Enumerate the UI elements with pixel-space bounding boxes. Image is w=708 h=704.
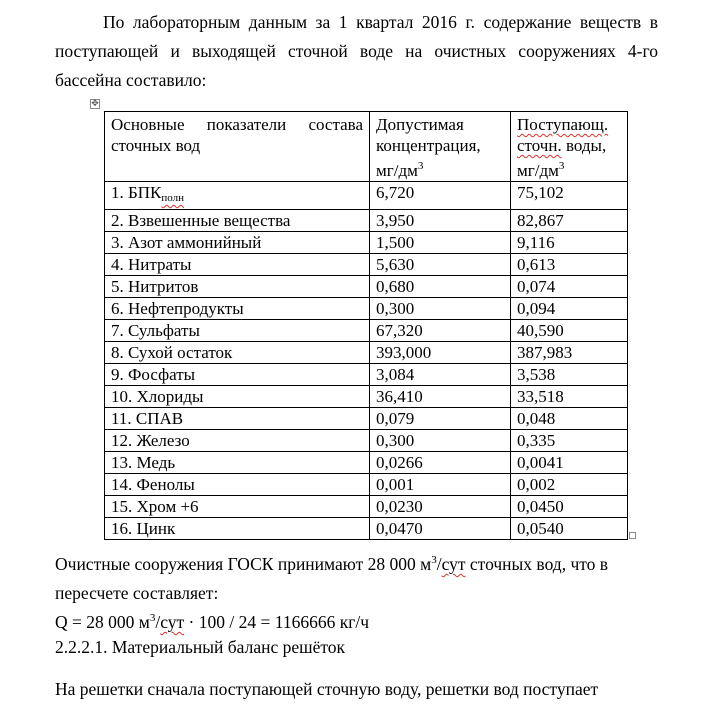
table-cell-incoming: 0,094 (511, 298, 628, 320)
table-cell-incoming: 0,0041 (511, 452, 628, 474)
intro-line-1: По лабораторным данным за 1 квартал 2016 г. содержание веществ в (103, 12, 658, 32)
table-cell-allowed: 0,0230 (370, 496, 511, 518)
table-row (105, 182, 628, 210)
table-cell-incoming: 82,867 (511, 210, 628, 232)
table-cell-allowed: 0,300 (370, 298, 511, 320)
formula-text-2: · 100 / 24 = 1166666 кг/ч (184, 612, 370, 632)
table-cell-label: 9. Фосфаты (105, 364, 370, 386)
table-cell-incoming: 0,335 (511, 430, 628, 452)
wastewater-table (104, 111, 628, 540)
table-cell-incoming: 0,613 (511, 254, 628, 276)
table-cell-incoming: 0,048 (511, 408, 628, 430)
table-row (105, 430, 628, 452)
table-row (105, 496, 628, 518)
table-cell-allowed: 0,001 (370, 474, 511, 496)
table-cell-label: 6. Нефтепродукты (105, 298, 370, 320)
header-incoming-word-1: Поступающ. (517, 115, 609, 134)
table-cell-allowed: 0,680 (370, 276, 511, 298)
header-allowed-unit: мг/дм (376, 161, 418, 180)
table-row (105, 298, 628, 320)
table-cell-label: 7. Сульфаты (105, 320, 370, 342)
table-row (105, 232, 628, 254)
formula-text-1: Q = 28 000 м (55, 612, 150, 632)
table-cell-label: 16. Цинк (105, 518, 370, 540)
table-cell-label: 13. Медь (105, 452, 370, 474)
header-allowed-text: Допустимая концентрация, (376, 115, 481, 155)
table-cell-allowed: 3,950 (370, 210, 511, 232)
header-incoming-word-2: сточн. (517, 136, 562, 155)
table-row (105, 474, 628, 496)
header-allowed-concentration (370, 112, 511, 182)
table-resize-handle[interactable] (629, 532, 636, 539)
bpk-subscript: полн (161, 192, 185, 204)
table-cell-allowed: 0,079 (370, 408, 511, 430)
table-cell-label: 8. Сухой остаток (105, 342, 370, 364)
table-cell-label: 12. Железо (105, 430, 370, 452)
header-indicators-text: Основные показатели состава сточных вод (111, 115, 363, 155)
formula-exponent: 3 (149, 612, 156, 624)
table-row (105, 364, 628, 386)
table-row (105, 254, 628, 276)
header-incoming-water (511, 112, 628, 182)
table-cell-label: 14. Фенолы (105, 474, 370, 496)
table-row (105, 408, 628, 430)
table-cell-incoming: 3,538 (511, 364, 628, 386)
capacity-exponent: 3 (431, 554, 437, 566)
capacity-slash: / (436, 554, 442, 574)
table-cell-incoming: 0,074 (511, 276, 628, 298)
capacity-text-1: Очистные сооружения ГОСК принимают 28 000 м (55, 554, 432, 574)
table-cell-incoming: 75,102 (511, 182, 628, 210)
section-heading: 2.2.2.1. Материальный баланс решёток (55, 637, 346, 657)
table-row (105, 518, 628, 540)
table-row (105, 276, 628, 298)
formula-slash: / (155, 612, 161, 632)
table-cell-label: 15. Хром +6 (105, 496, 370, 518)
table-cell-label: 10. Хлориды (105, 386, 370, 408)
table-cell-incoming: 9,116 (511, 232, 628, 254)
table-cell-allowed: 0,0470 (370, 518, 511, 540)
table-cell-label (105, 182, 370, 210)
header-incoming-unit: мг/дм (517, 161, 559, 180)
table-cell-incoming: 40,590 (511, 320, 628, 342)
header-allowed-exponent: 3 (417, 160, 424, 172)
header-incoming-rest: воды, (561, 136, 607, 155)
table-cell-allowed: 67,320 (370, 320, 511, 342)
table-cell-label: 4. Нитраты (105, 254, 370, 276)
table-cell-allowed: 6,720 (370, 182, 511, 210)
table-cell-allowed: 393,000 (370, 342, 511, 364)
cutoff-paragraph: На решетки сначала поступающей сточную воду, решетки вод поступает (55, 679, 599, 699)
table-cell-allowed: 0,300 (370, 430, 511, 452)
header-indicators (105, 112, 370, 182)
intro-line-3: бассейна составило: (55, 70, 207, 90)
table-cell-incoming: 0,0540 (511, 518, 628, 540)
table-cell-label: 2. Взвешенные вещества (105, 210, 370, 232)
table-row (105, 452, 628, 474)
table-cell-allowed: 36,410 (370, 386, 511, 408)
table-cell-allowed: 1,500 (370, 232, 511, 254)
table-cell-label: 11. СПАВ (105, 408, 370, 430)
table-cell-label: 5. Нитритов (105, 276, 370, 298)
capacity-text-line-2: пересчете составляет: (55, 583, 219, 603)
capacity-unit-word: сут (441, 554, 466, 574)
intro-line-2: поступающей и выходящей сточной воде на очистных сооружениях 4-го (55, 41, 658, 61)
table-cell-incoming: 33,518 (511, 386, 628, 408)
table-row (105, 342, 628, 364)
table-header-row (105, 112, 628, 182)
table-move-handle-icon[interactable]: ✥ (91, 99, 99, 109)
table-cell-label: 3. Азот аммонийный (105, 232, 370, 254)
formula-unit-word: сут (160, 612, 185, 632)
table-row (105, 320, 628, 342)
intro-paragraph (55, 8, 658, 95)
table-cell-incoming: 0,0450 (511, 496, 628, 518)
table-cell-allowed: 5,630 (370, 254, 511, 276)
table-cell-incoming: 0,002 (511, 474, 628, 496)
bpk-label: 1. БПК (111, 183, 162, 202)
table-row (105, 210, 628, 232)
capacity-text-2: сточных вод, что в (465, 554, 609, 574)
table-cell-incoming: 387,983 (511, 342, 628, 364)
header-incoming-exponent: 3 (558, 160, 565, 172)
capacity-paragraph (55, 546, 658, 608)
table-cell-allowed: 0,0266 (370, 452, 511, 474)
table-cell-allowed: 3,084 (370, 364, 511, 386)
table-row (105, 386, 628, 408)
